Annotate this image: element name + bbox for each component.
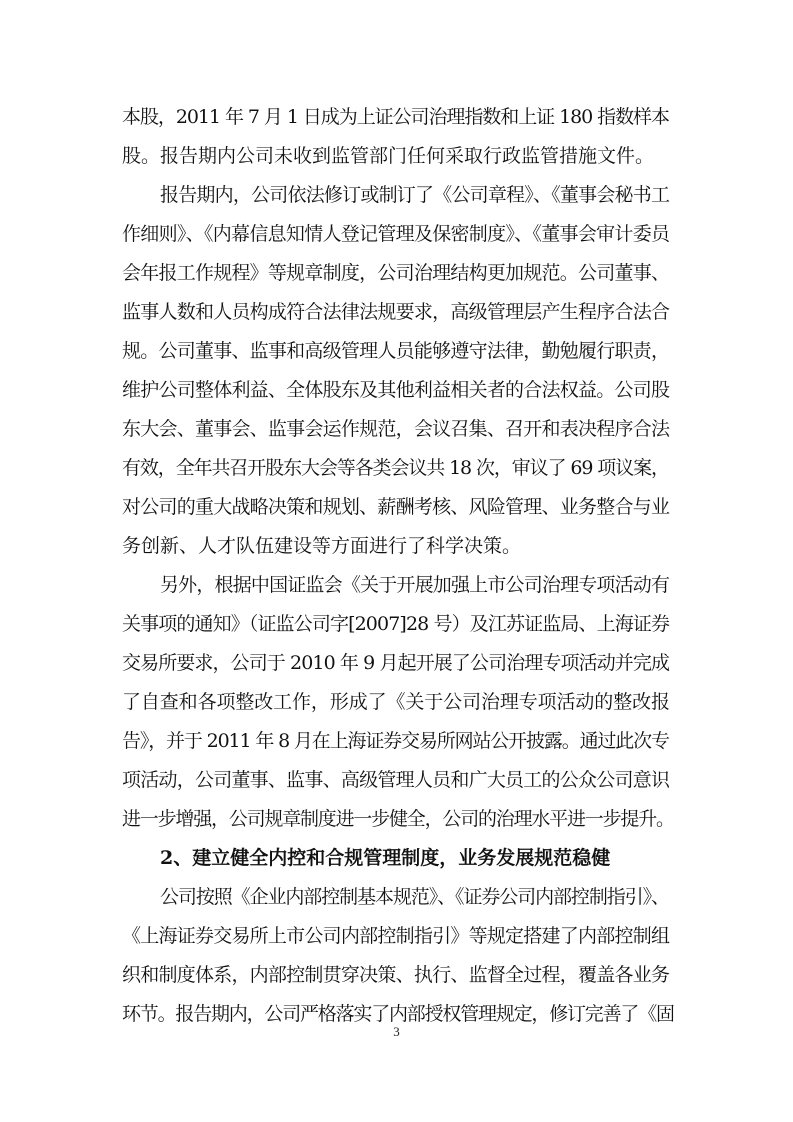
text-line: 关事项的通知》（证监公司字[2007]28 号）及江苏证监局、上海证券	[122, 613, 670, 635]
page-number: 3	[393, 1024, 400, 1039]
text-line: 项活动，公司董事、监事、高级管理人员和广大员工的公众公司意识	[122, 769, 670, 791]
text-line: 对公司的重大战略决策和规划、薪酬考核、风险管理、业务整合与业	[122, 496, 670, 518]
text-line: 规。公司董事、监事和高级管理人员能够遵守法律，勤勉履行职责，	[122, 340, 670, 362]
text-line: 维护公司整体利益、全体股东及其他利益相关者的合法权益。公司股	[122, 379, 670, 401]
text-line: 《上海证券交易所上市公司内部控制指引》等规定搭建了内部控制组	[122, 925, 670, 947]
text-line: 会年报工作规程》等规章制度，公司治理结构更加规范。公司董事、	[122, 262, 670, 284]
text-line: 报告期内，公司依法修订或制订了《公司章程》、《董事会秘书工	[160, 184, 670, 206]
text-line: 监事人数和人员构成符合法律法规要求，高级管理层产生程序合法合	[122, 301, 670, 323]
text-line: 公司按照《企业内部控制基本规范》、《证券公司内部控制指引》、	[160, 886, 669, 908]
section-heading: 2、建立健全内控和合规管理制度，业务发展规范稳健	[160, 847, 611, 869]
text-line: 股。报告期内公司未收到监管部门任何采取行政监管措施文件。	[122, 145, 655, 167]
text-line: 进一步增强，公司规章制度进一步健全，公司的治理水平进一步提升。	[122, 808, 674, 830]
text-line: 另外，根据中国证监会《关于开展加强上市公司治理专项活动有	[160, 574, 670, 596]
text-line: 交易所要求，公司于 2010 年 9 月起开展了公司治理专项活动并完成	[122, 652, 670, 674]
text-line: 了自查和各项整改工作，形成了《关于公司治理专项活动的整改报	[122, 691, 670, 713]
text-line: 东大会、董事会、监事会运作规范，会议召集、召开和表决程序合法	[122, 418, 670, 440]
text-line: 告》，并于 2011 年 8 月在上海证券交易所网站公开披露。通过此次专	[122, 730, 669, 752]
text-line: 务创新、人才队伍建设等方面进行了科学决策。	[122, 535, 522, 557]
text-line: 环节。报告期内，公司严格落实了内部授权管理规定，修订完善了《固	[122, 1003, 674, 1025]
text-line: 本股，2011 年 7 月 1 日成为上证公司治理指数和上证 180 指数样本	[122, 106, 669, 128]
text-line: 作细则》、《内幕信息知情人登记管理及保密制度》、《董事会审计委员	[122, 223, 670, 245]
text-line: 织和制度体系，内部控制贯穿决策、执行、监督全过程，覆盖各业务	[122, 964, 670, 986]
text-line: 有效，全年共召开股东大会等各类会议共 18 次，审议了 69 项议案，	[122, 457, 669, 479]
